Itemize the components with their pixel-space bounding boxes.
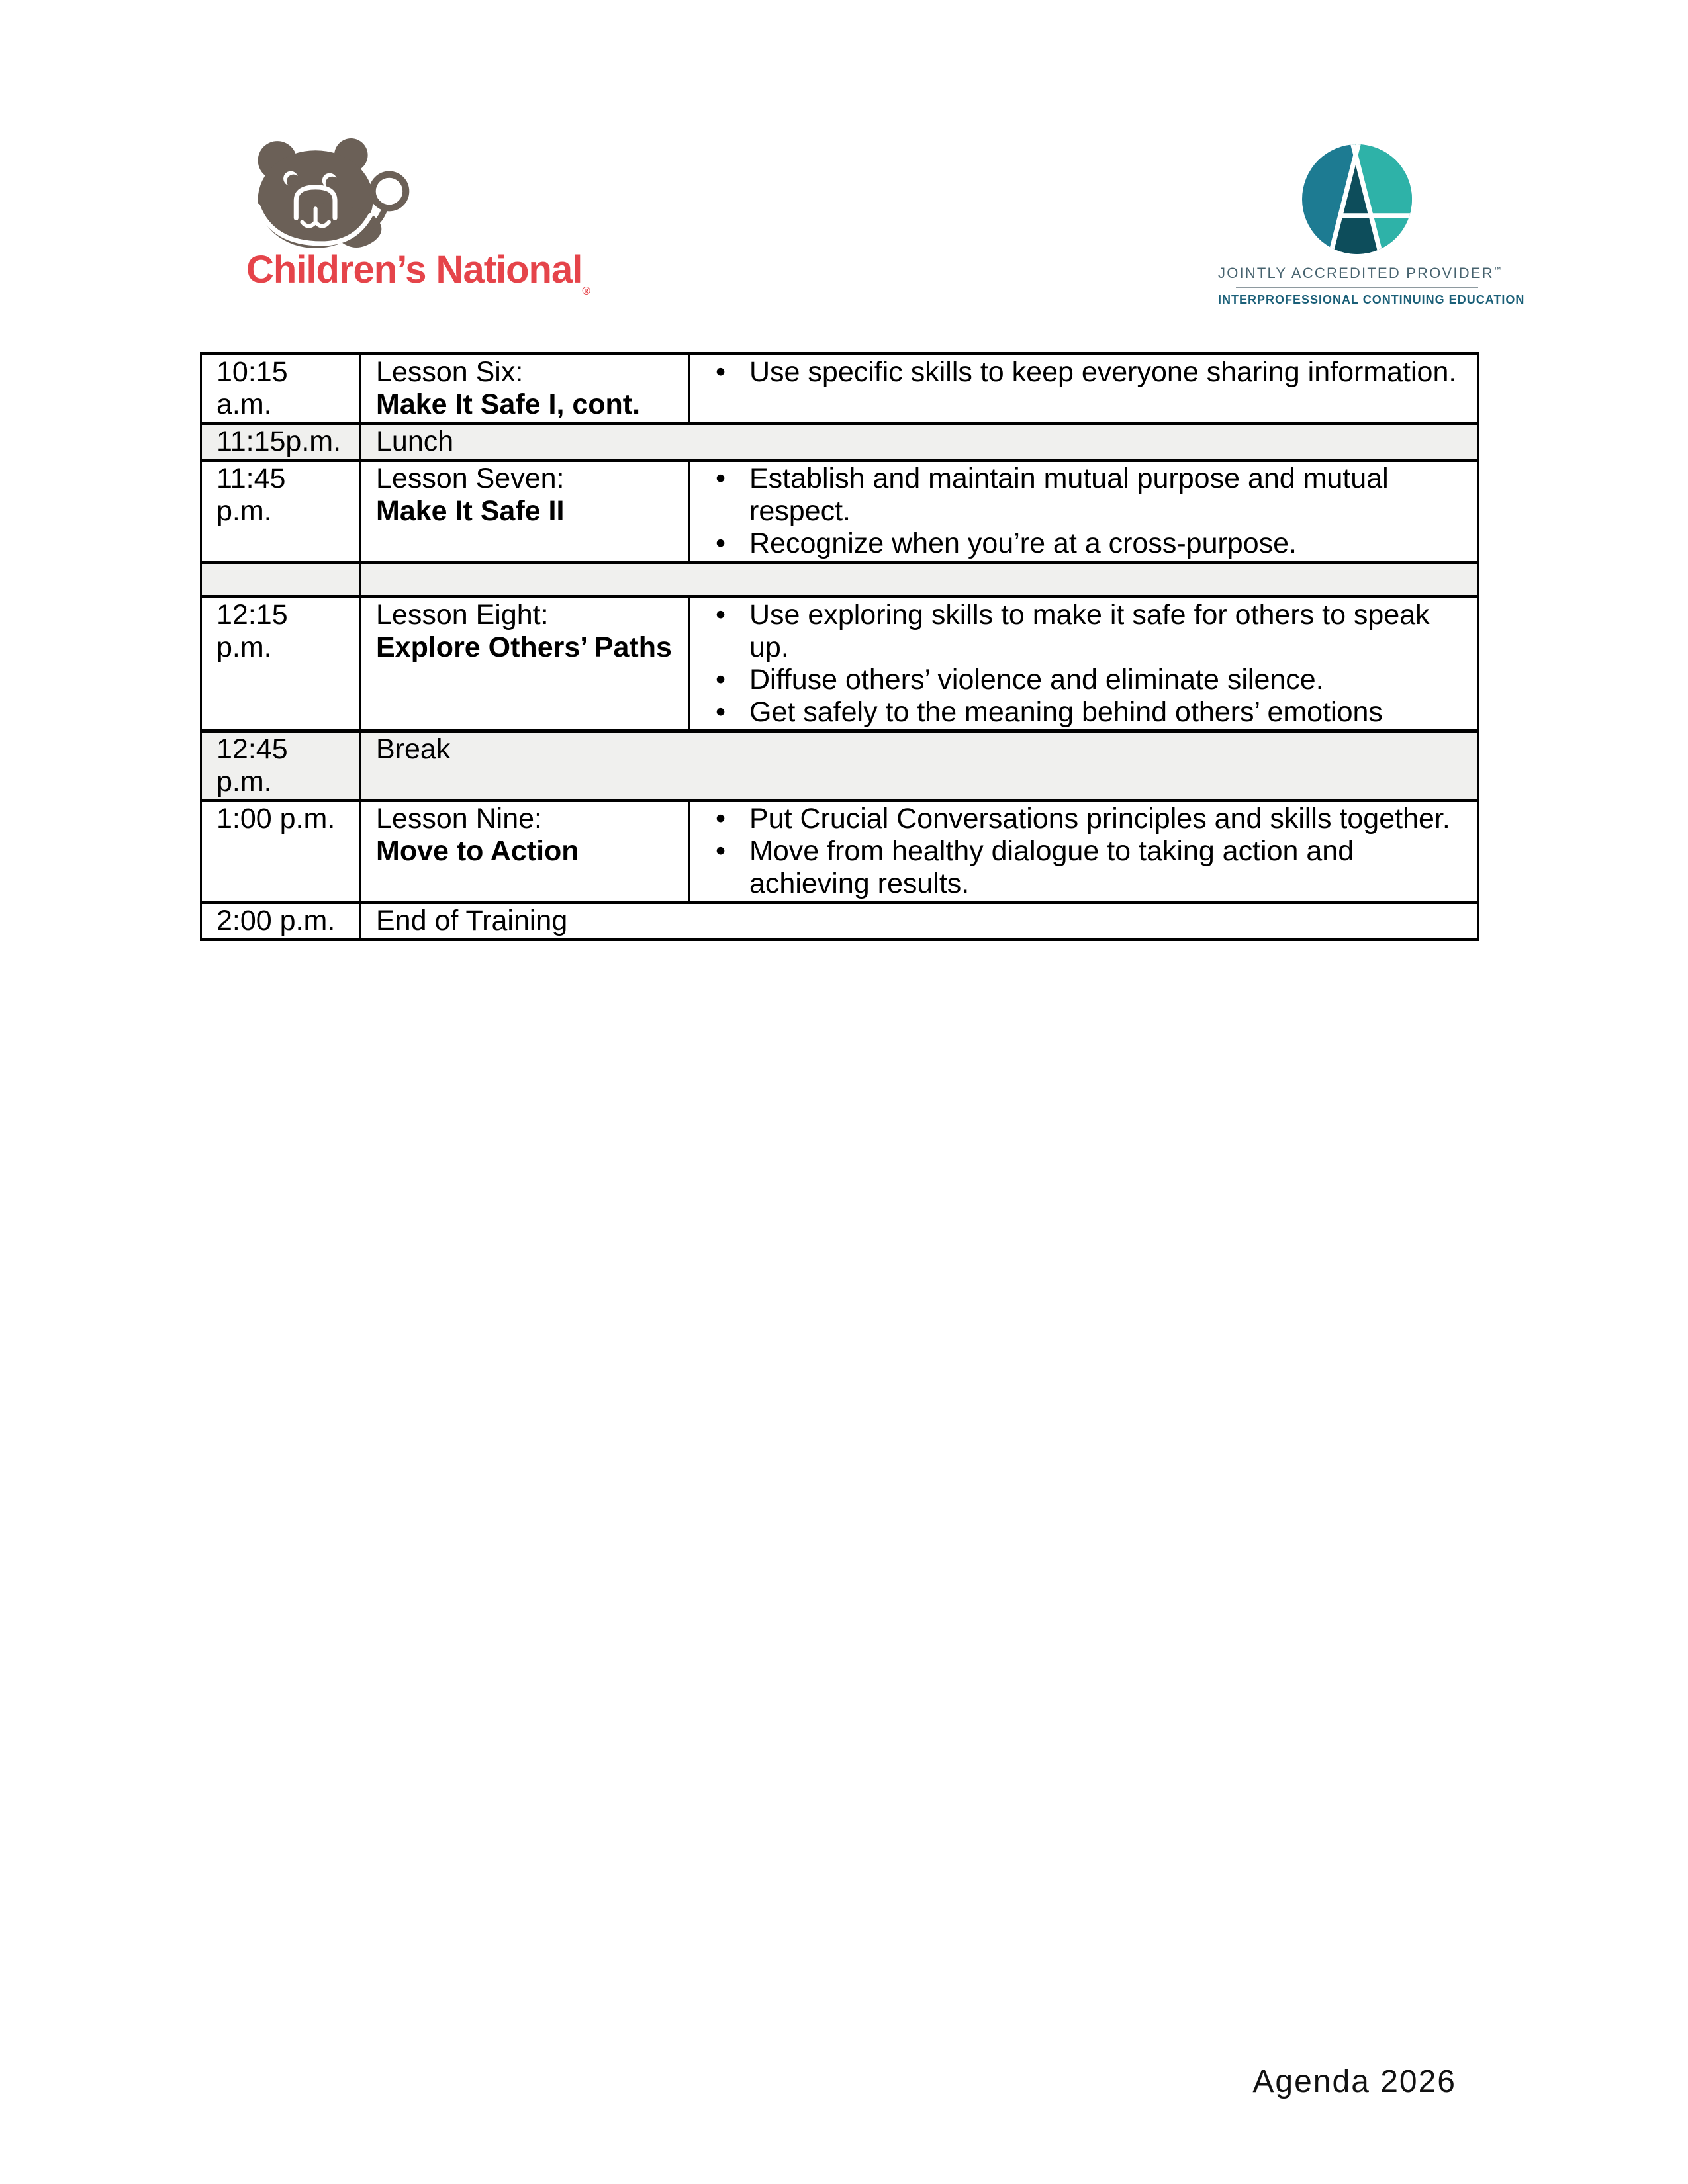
time-line: p.m. <box>216 766 272 797</box>
lesson-cell <box>361 354 690 424</box>
bullets-cell <box>690 461 1478 563</box>
merged-cell: Break <box>361 731 1478 801</box>
time-line: 11:45 <box>216 463 286 494</box>
bullet-item: • Put Crucial Conversations principles and skills together. <box>705 803 1465 835</box>
jap-title <box>1218 265 1501 282</box>
time-line: 11:15p.m. <box>216 426 342 457</box>
time-line: 12:15 <box>216 599 288 631</box>
bullet-item: • Diffuse others’ violence and eliminate silence. <box>705 664 1465 696</box>
table-row <box>201 563 1478 597</box>
time-cell <box>201 563 361 597</box>
table-row <box>201 424 1478 461</box>
bullet-item: • Get safely to the meaning behind others’ emotions <box>705 696 1465 729</box>
time-line: 12:45 <box>216 733 288 765</box>
jap-emblem-icon <box>1302 144 1412 254</box>
wordmark-text: Children’s National <box>246 248 583 291</box>
lesson-label: Lesson Six: <box>376 356 524 388</box>
lesson-title: Make It Safe I, cont. <box>376 388 641 420</box>
merged-cell: End of Training <box>361 903 1478 940</box>
trademark-mark: ™ <box>1493 266 1501 274</box>
lesson-title: Make It Safe II <box>376 495 565 527</box>
bullet-item: • Recognize when you’re at a cross-purpose. <box>705 527 1465 560</box>
jointly-accredited-provider-logo <box>1218 144 1525 316</box>
table-row <box>201 597 1478 731</box>
table-row <box>201 354 1478 424</box>
footer-text: Agenda 2026 <box>1252 2064 1456 2099</box>
time-cell <box>201 597 361 731</box>
bullet-item: • Use specific skills to keep everyone sharing information. <box>705 356 1465 388</box>
bullets-cell <box>690 354 1478 424</box>
time-line: 1:00 p.m. <box>216 803 336 835</box>
agenda-table <box>200 352 1479 941</box>
childrens-national-logo <box>246 136 590 295</box>
page-footer <box>0 2064 1456 2100</box>
time-line: p.m. <box>216 631 272 663</box>
lesson-cell <box>361 801 690 903</box>
lesson-label: Lesson Seven: <box>376 463 565 494</box>
time-cell <box>201 801 361 903</box>
time-line: p.m. <box>216 495 272 527</box>
bullet-item: • Establish and maintain mutual purpose and mutual respect. <box>705 463 1465 527</box>
bullet-list <box>705 599 1465 729</box>
bullet-list <box>705 356 1465 388</box>
lesson-label: Lesson Eight: <box>376 599 549 631</box>
childrens-national-wordmark <box>246 248 590 298</box>
bullets-cell <box>690 801 1478 903</box>
time-line: a.m. <box>216 388 272 420</box>
time-cell <box>201 461 361 563</box>
time-cell <box>201 731 361 801</box>
lesson-cell <box>361 461 690 563</box>
jap-subtitle: INTERPROFESSIONAL CONTINUING EDUCATION <box>1218 293 1525 306</box>
table-row <box>201 903 1478 940</box>
bullets-cell <box>690 597 1478 731</box>
bullet-item: • Move from healthy dialogue to taking action and achieving results. <box>705 835 1465 900</box>
bullet-list <box>705 803 1465 900</box>
time-cell <box>201 424 361 461</box>
bear-stethoscope-icon <box>253 136 418 250</box>
time-cell <box>201 354 361 424</box>
time-line: 10:15 <box>216 356 288 388</box>
jap-divider <box>1236 287 1478 288</box>
merged-cell <box>361 563 1478 597</box>
time-cell <box>201 903 361 940</box>
table-row <box>201 731 1478 801</box>
merged-cell: Lunch <box>361 424 1478 461</box>
time-line: 2:00 p.m. <box>216 905 336 936</box>
lesson-cell <box>361 597 690 731</box>
table-row <box>201 801 1478 903</box>
bullet-item: • Use exploring skills to make it safe for others to speak up. <box>705 599 1465 664</box>
lesson-title: Move to Action <box>376 835 579 867</box>
jap-title-text: JOINTLY ACCREDITED PROVIDER <box>1218 265 1494 281</box>
bullet-list <box>705 463 1465 560</box>
registered-mark: ® <box>582 285 590 297</box>
lesson-label: Lesson Nine: <box>376 803 542 835</box>
table-row <box>201 461 1478 563</box>
lesson-title: Explore Others’ Paths <box>376 631 672 663</box>
